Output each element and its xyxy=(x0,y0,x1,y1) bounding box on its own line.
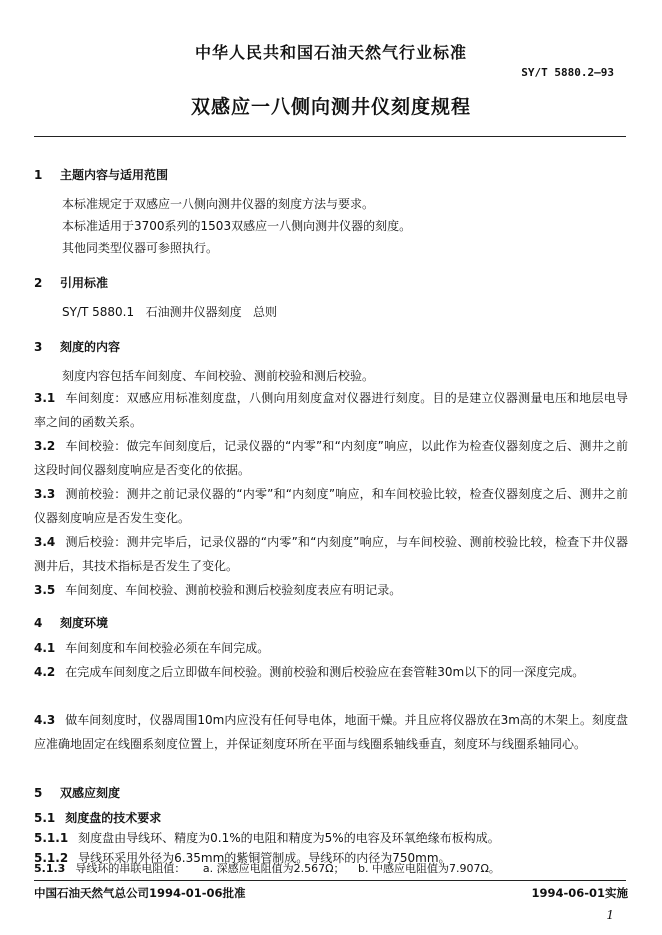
section-1-paragraph-1: 本标准规定于双感应一八侧向测井仪器的刻度方法与要求。 xyxy=(62,197,375,211)
document-title: 双感应一八侧向测井仪刻度规程 xyxy=(190,96,471,118)
clause-3-4 xyxy=(34,530,628,578)
standard-code: SY/T 5880.2—93 xyxy=(521,66,614,79)
clause-number: 4.1 xyxy=(34,641,56,655)
section-3-intro: 刻度内容包括车间刻度、车间校验、测前校验和测后校验。 xyxy=(62,369,375,383)
clause-text: 车间刻度：双感应用标准刻度盘，八侧向用刻度盒对仪器进行刻度。目的是建立仪器测量电压和地层电导率之间的函数关系。 xyxy=(34,391,628,429)
section-title: 主题内容与适用范围 xyxy=(60,168,169,182)
section-title: 刻度的内容 xyxy=(60,340,121,354)
referenced-standard: SY/T 5880.1 石油测井仪器刻度 总则 xyxy=(62,305,278,319)
clause-3-5 xyxy=(34,578,628,602)
clause-5-1-3 xyxy=(34,862,628,876)
item-a-text: 深感应电阻值为2.567Ω； xyxy=(216,862,345,875)
section-title: 双感应刻度 xyxy=(60,786,121,800)
clause-4-2 xyxy=(34,660,628,684)
item-b-label: b. xyxy=(357,862,369,875)
section-1-paragraph-3: 其他同类型仪器可参照执行。 xyxy=(62,241,219,255)
clause-text: 做车间刻度时，仪器周围10m内应没有任何导电体，地面干燥。并且应将仪器放在3m高的木架上。刻度盘应准确地固定在线圈系刻度位置上，并保证刻度环所在平面与线圈系轴线垂直，刻度环与线圈系轴同心。 xyxy=(34,713,628,751)
clause-text: 刻度盘由导线环、精度为0.1%的电阻和精度为5%的电容及环氧绝缘布板构成。 xyxy=(78,831,500,845)
clause-number: 3.2 xyxy=(34,439,56,453)
section-5-heading xyxy=(34,784,120,801)
clause-3-3 xyxy=(34,482,628,530)
clause-number: 3.1 xyxy=(34,391,56,405)
clause-text: 刻度盘的技术要求 xyxy=(65,811,162,825)
clause-number: 3.4 xyxy=(34,535,56,549)
clause-text: 车间刻度和车间校验必须在车间完成。 xyxy=(65,641,270,655)
section-3-heading xyxy=(34,338,120,355)
section-number: 2 xyxy=(34,276,43,290)
clause-number: 4.3 xyxy=(34,713,56,727)
effective-date: 1994-06-01实施 xyxy=(531,886,628,900)
clause-number: 5.1 xyxy=(34,811,56,825)
section-number: 4 xyxy=(34,616,43,630)
page-number: 1 xyxy=(606,908,614,922)
section-number: 1 xyxy=(34,168,43,182)
clause-text: 导线环采用外径为6.35mm的紫铜管制成。导线环的内径为750mm。 xyxy=(78,851,451,865)
section-number: 3 xyxy=(34,340,43,354)
section-number: 5 xyxy=(34,786,43,800)
clause-number: 5.1.2 xyxy=(34,851,69,865)
clause-number: 3.5 xyxy=(34,583,56,597)
section-1-heading xyxy=(34,166,168,183)
clause-text: 车间刻度、车间校验、测前校验和测后校验刻度表应有明记录。 xyxy=(65,583,402,597)
approval-statement: 中国石油天然气总公司1994-01-06批准 xyxy=(34,886,246,900)
clause-text: 测前校验：测井之前记录仪器的“内零”和“内刻度”响应，和车间校验比较，检查仪器刻度之后、测井之前仪器刻度响应是否发生变化。 xyxy=(34,487,628,525)
section-title: 刻度环境 xyxy=(60,616,109,630)
clause-3-2 xyxy=(34,434,628,482)
section-1-paragraph-2: 本标准适用于3700系列的1503双感应一八侧向测井仪器的刻度。 xyxy=(62,219,412,233)
clause-3-1 xyxy=(34,386,628,434)
section-title: 引用标准 xyxy=(60,276,109,290)
footer-divider xyxy=(34,880,626,881)
clause-number: 5.1.1 xyxy=(34,831,69,845)
header-divider xyxy=(34,136,626,137)
clause-text: 测后校验：测井完毕后，记录仪器的“内零”和“内刻度”响应，与车间校验、测前校验比较，检查下井仪器测井后，其技术指标是否发生了变化。 xyxy=(34,535,628,573)
item-b-text: 中感应电阻值为7.907Ω。 xyxy=(371,862,500,875)
standard-category-title: 中华人民共和国石油天然气行业标准 xyxy=(194,43,467,62)
item-a-label: a. xyxy=(202,862,214,875)
clause-text: 导线环的串联电阻值： xyxy=(75,862,186,875)
clause-number: 3.3 xyxy=(34,487,56,501)
section-4-heading xyxy=(34,614,108,631)
clause-text: 在完成车间刻度之后立即做车间校验。测前校验和测后校验应在套管鞋30m以下的同一深度完成。 xyxy=(65,665,585,679)
clause-4-3 xyxy=(34,708,628,756)
clause-number: 4.2 xyxy=(34,665,56,679)
section-2-heading xyxy=(34,274,108,291)
clause-text: 车间校验：做完车间刻度后，记录仪器的“内零”和“内刻度”响应，以此作为检查仪器刻度之后、测井之前这段时间仪器刻度响应是否变化的依据。 xyxy=(34,439,628,477)
clause-4-1 xyxy=(34,636,628,660)
clause-number: 5.1.3 xyxy=(34,862,66,875)
